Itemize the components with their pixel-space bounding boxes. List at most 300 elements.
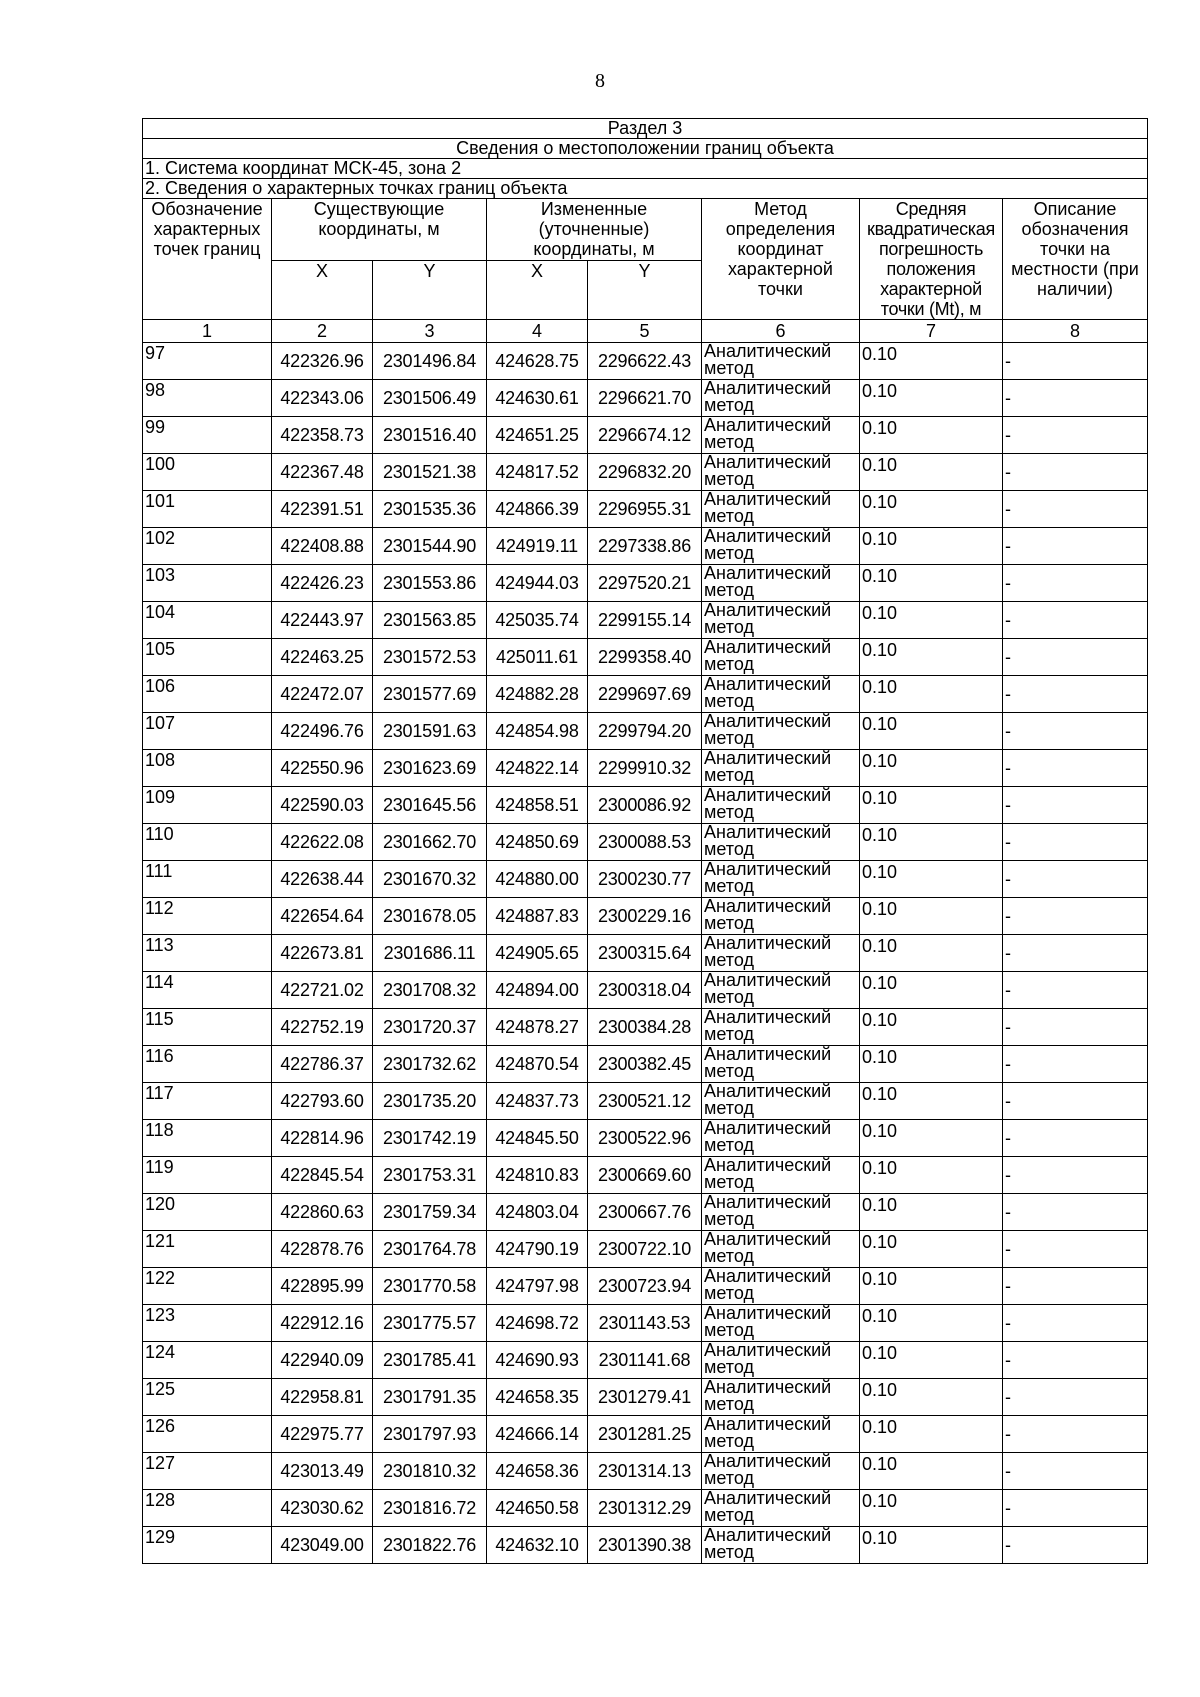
description-value: - xyxy=(1003,491,1148,528)
changed-y-value: 2300086.92 xyxy=(588,787,702,824)
point-number: 122 xyxy=(143,1268,272,1305)
description-value: - xyxy=(1003,1083,1148,1120)
table-row xyxy=(143,343,1148,380)
changed-y-value: 2299697.69 xyxy=(588,676,702,713)
changed-y-value: 2300088.53 xyxy=(588,824,702,861)
changed-y-value: 2301390.38 xyxy=(588,1527,702,1564)
existing-y-value: 2301591.63 xyxy=(373,713,487,750)
column-number: 5 xyxy=(588,320,702,343)
existing-x-value: 422550.96 xyxy=(272,750,373,787)
existing-y-value: 2301785.41 xyxy=(373,1342,487,1379)
description-value: - xyxy=(1003,454,1148,491)
column-number: 3 xyxy=(373,320,487,343)
existing-y-value: 2301797.93 xyxy=(373,1416,487,1453)
table-row xyxy=(143,713,1148,750)
error-value: 0.10 xyxy=(860,528,1003,565)
changed-x-value: 424919.11 xyxy=(487,528,588,565)
changed-x-value: 424666.14 xyxy=(487,1416,588,1453)
method-value: Аналитический метод xyxy=(702,454,860,491)
changed-x-value: 425011.61 xyxy=(487,639,588,676)
method-value: Аналитический метод xyxy=(702,1342,860,1379)
table-row xyxy=(143,454,1148,491)
existing-x-value: 422638.44 xyxy=(272,861,373,898)
point-number: 119 xyxy=(143,1157,272,1194)
changed-x-value: 424658.36 xyxy=(487,1453,588,1490)
changed-x-value: 424630.61 xyxy=(487,380,588,417)
existing-x-value: 422496.76 xyxy=(272,713,373,750)
description-value: - xyxy=(1003,787,1148,824)
changed-y-value: 2296955.31 xyxy=(588,491,702,528)
table-row xyxy=(143,1453,1148,1490)
existing-x-value: 422472.07 xyxy=(272,676,373,713)
existing-y-value: 2301735.20 xyxy=(373,1083,487,1120)
existing-y-value: 2301577.69 xyxy=(373,676,487,713)
description-value: - xyxy=(1003,898,1148,935)
error-value: 0.10 xyxy=(860,1453,1003,1490)
existing-x-value: 422343.06 xyxy=(272,380,373,417)
point-number: 100 xyxy=(143,454,272,491)
changed-x-value: 424632.10 xyxy=(487,1527,588,1564)
changed-y-value: 2301312.29 xyxy=(588,1490,702,1527)
existing-y-value: 2301708.32 xyxy=(373,972,487,1009)
point-number: 126 xyxy=(143,1416,272,1453)
table-row xyxy=(143,1120,1148,1157)
table-row xyxy=(143,861,1148,898)
existing-y-value: 2301770.58 xyxy=(373,1268,487,1305)
changed-x-value: 424797.98 xyxy=(487,1268,588,1305)
section-title-row xyxy=(143,119,1148,139)
changed-x-value: 424894.00 xyxy=(487,972,588,1009)
existing-x-value: 422426.23 xyxy=(272,565,373,602)
description-value: - xyxy=(1003,1490,1148,1527)
changed-x-value: 424880.00 xyxy=(487,861,588,898)
changed-y-value: 2296832.20 xyxy=(588,454,702,491)
existing-x-value: 422358.73 xyxy=(272,417,373,454)
existing-y-value: 2301670.32 xyxy=(373,861,487,898)
header-changed-x: X xyxy=(487,260,588,320)
column-number: 8 xyxy=(1003,320,1148,343)
changed-x-value: 424822.14 xyxy=(487,750,588,787)
point-number: 128 xyxy=(143,1490,272,1527)
existing-x-value: 422975.77 xyxy=(272,1416,373,1453)
method-value: Аналитический метод xyxy=(702,1453,860,1490)
method-value: Аналитический метод xyxy=(702,898,860,935)
method-value: Аналитический метод xyxy=(702,602,860,639)
existing-x-value: 423030.62 xyxy=(272,1490,373,1527)
changed-y-value: 2300521.12 xyxy=(588,1083,702,1120)
method-value: Аналитический метод xyxy=(702,676,860,713)
method-value: Аналитический метод xyxy=(702,417,860,454)
boundary-points-table xyxy=(142,118,1148,1564)
existing-x-value: 422786.37 xyxy=(272,1046,373,1083)
table-row xyxy=(143,1305,1148,1342)
error-value: 0.10 xyxy=(860,380,1003,417)
point-number: 110 xyxy=(143,824,272,861)
error-value: 0.10 xyxy=(860,824,1003,861)
point-number: 113 xyxy=(143,935,272,972)
header-existing: Существующие координаты, м xyxy=(272,199,487,261)
table-row xyxy=(143,1083,1148,1120)
existing-x-value: 422752.19 xyxy=(272,1009,373,1046)
changed-x-value: 424850.69 xyxy=(487,824,588,861)
error-value: 0.10 xyxy=(860,491,1003,528)
method-value: Аналитический метод xyxy=(702,1046,860,1083)
description-value: - xyxy=(1003,639,1148,676)
existing-y-value: 2301544.90 xyxy=(373,528,487,565)
method-value: Аналитический метод xyxy=(702,1490,860,1527)
description-value: - xyxy=(1003,972,1148,1009)
changed-x-value: 424803.04 xyxy=(487,1194,588,1231)
changed-x-value: 424870.54 xyxy=(487,1046,588,1083)
changed-x-value: 424658.35 xyxy=(487,1379,588,1416)
point-number: 102 xyxy=(143,528,272,565)
table-row xyxy=(143,528,1148,565)
section-subtitle-row xyxy=(143,139,1148,159)
changed-y-value: 2296621.70 xyxy=(588,380,702,417)
error-value: 0.10 xyxy=(860,1268,1003,1305)
changed-x-value: 424650.58 xyxy=(487,1490,588,1527)
existing-x-value: 422673.81 xyxy=(272,935,373,972)
changed-y-value: 2301281.25 xyxy=(588,1416,702,1453)
coord-system-row xyxy=(143,159,1148,179)
changed-x-value: 424810.83 xyxy=(487,1157,588,1194)
error-value: 0.10 xyxy=(860,1120,1003,1157)
existing-x-value: 422326.96 xyxy=(272,343,373,380)
point-number: 107 xyxy=(143,713,272,750)
description-value: - xyxy=(1003,1009,1148,1046)
method-value: Аналитический метод xyxy=(702,343,860,380)
error-value: 0.10 xyxy=(860,713,1003,750)
changed-x-value: 424854.98 xyxy=(487,713,588,750)
existing-y-value: 2301645.56 xyxy=(373,787,487,824)
table-row xyxy=(143,1342,1148,1379)
error-value: 0.10 xyxy=(860,1157,1003,1194)
description-value: - xyxy=(1003,935,1148,972)
changed-y-value: 2301143.53 xyxy=(588,1305,702,1342)
error-value: 0.10 xyxy=(860,1194,1003,1231)
table-row xyxy=(143,1379,1148,1416)
method-value: Аналитический метод xyxy=(702,380,860,417)
existing-y-value: 2301720.37 xyxy=(373,1009,487,1046)
page-number: 8 xyxy=(595,70,605,92)
changed-y-value: 2300230.77 xyxy=(588,861,702,898)
column-number: 7 xyxy=(860,320,1003,343)
table-row xyxy=(143,1194,1148,1231)
error-value: 0.10 xyxy=(860,454,1003,491)
description-value: - xyxy=(1003,861,1148,898)
coord-system: 1. Система координат МСК-45, зона 2 xyxy=(143,159,1148,179)
changed-y-value: 2300318.04 xyxy=(588,972,702,1009)
changed-x-value: 424698.72 xyxy=(487,1305,588,1342)
existing-y-value: 2301686.11 xyxy=(373,935,487,972)
error-value: 0.10 xyxy=(860,1046,1003,1083)
changed-x-value: 424905.65 xyxy=(487,935,588,972)
error-value: 0.10 xyxy=(860,1490,1003,1527)
table-row xyxy=(143,972,1148,1009)
method-value: Аналитический метод xyxy=(702,1379,860,1416)
method-value: Аналитический метод xyxy=(702,639,860,676)
changed-x-value: 424651.25 xyxy=(487,417,588,454)
existing-x-value: 422958.81 xyxy=(272,1379,373,1416)
method-value: Аналитический метод xyxy=(702,1305,860,1342)
existing-y-value: 2301553.86 xyxy=(373,565,487,602)
table-row xyxy=(143,787,1148,824)
error-value: 0.10 xyxy=(860,1379,1003,1416)
method-value: Аналитический метод xyxy=(702,1120,860,1157)
existing-x-value: 422443.97 xyxy=(272,602,373,639)
description-value: - xyxy=(1003,528,1148,565)
description-value: - xyxy=(1003,417,1148,454)
column-number: 6 xyxy=(702,320,860,343)
description-value: - xyxy=(1003,1416,1148,1453)
header-description: Описание обозначения точки на местности (при наличии) xyxy=(1003,199,1148,320)
error-value: 0.10 xyxy=(860,565,1003,602)
error-value: 0.10 xyxy=(860,787,1003,824)
changed-y-value: 2299794.20 xyxy=(588,713,702,750)
description-value: - xyxy=(1003,1305,1148,1342)
error-value: 0.10 xyxy=(860,1342,1003,1379)
description-value: - xyxy=(1003,1231,1148,1268)
changed-x-value: 424866.39 xyxy=(487,491,588,528)
table-row xyxy=(143,380,1148,417)
description-value: - xyxy=(1003,565,1148,602)
changed-x-value: 424690.93 xyxy=(487,1342,588,1379)
error-value: 0.10 xyxy=(860,935,1003,972)
changed-y-value: 2299358.40 xyxy=(588,639,702,676)
description-value: - xyxy=(1003,1268,1148,1305)
point-number: 109 xyxy=(143,787,272,824)
point-number: 121 xyxy=(143,1231,272,1268)
points-title-row xyxy=(143,179,1148,199)
point-number: 103 xyxy=(143,565,272,602)
table-row xyxy=(143,1009,1148,1046)
point-number: 111 xyxy=(143,861,272,898)
existing-x-value: 422895.99 xyxy=(272,1268,373,1305)
table-row xyxy=(143,565,1148,602)
method-value: Аналитический метод xyxy=(702,1009,860,1046)
existing-x-value: 422940.09 xyxy=(272,1342,373,1379)
changed-x-value: 424887.83 xyxy=(487,898,588,935)
existing-x-value: 422590.03 xyxy=(272,787,373,824)
method-value: Аналитический метод xyxy=(702,565,860,602)
error-value: 0.10 xyxy=(860,898,1003,935)
table-row xyxy=(143,676,1148,713)
error-value: 0.10 xyxy=(860,1527,1003,1564)
existing-y-value: 2301822.76 xyxy=(373,1527,487,1564)
table-row xyxy=(143,417,1148,454)
existing-y-value: 2301775.57 xyxy=(373,1305,487,1342)
point-number: 99 xyxy=(143,417,272,454)
changed-x-value: 424628.75 xyxy=(487,343,588,380)
error-value: 0.10 xyxy=(860,1231,1003,1268)
header-designation: Обозначение характерных точек границ xyxy=(143,199,272,320)
method-value: Аналитический метод xyxy=(702,935,860,972)
changed-x-value: 425035.74 xyxy=(487,602,588,639)
column-number: 1 xyxy=(143,320,272,343)
changed-x-value: 424878.27 xyxy=(487,1009,588,1046)
description-value: - xyxy=(1003,1157,1148,1194)
existing-y-value: 2301521.38 xyxy=(373,454,487,491)
point-number: 106 xyxy=(143,676,272,713)
changed-x-value: 424882.28 xyxy=(487,676,588,713)
existing-x-value: 422654.64 xyxy=(272,898,373,935)
description-value: - xyxy=(1003,1120,1148,1157)
error-value: 0.10 xyxy=(860,639,1003,676)
existing-x-value: 422878.76 xyxy=(272,1231,373,1268)
method-value: Аналитический метод xyxy=(702,750,860,787)
existing-y-value: 2301764.78 xyxy=(373,1231,487,1268)
method-value: Аналитический метод xyxy=(702,787,860,824)
point-number: 120 xyxy=(143,1194,272,1231)
changed-y-value: 2297338.86 xyxy=(588,528,702,565)
point-number: 125 xyxy=(143,1379,272,1416)
error-value: 0.10 xyxy=(860,1009,1003,1046)
existing-y-value: 2301753.31 xyxy=(373,1157,487,1194)
table-row xyxy=(143,1231,1148,1268)
point-number: 118 xyxy=(143,1120,272,1157)
description-value: - xyxy=(1003,1379,1148,1416)
method-value: Аналитический метод xyxy=(702,1083,860,1120)
description-value: - xyxy=(1003,1342,1148,1379)
changed-y-value: 2296674.12 xyxy=(588,417,702,454)
existing-x-value: 422463.25 xyxy=(272,639,373,676)
table-row xyxy=(143,491,1148,528)
point-number: 124 xyxy=(143,1342,272,1379)
header-row-1 xyxy=(143,199,1148,261)
changed-y-value: 2300669.60 xyxy=(588,1157,702,1194)
existing-x-value: 422622.08 xyxy=(272,824,373,861)
changed-x-value: 424944.03 xyxy=(487,565,588,602)
description-value: - xyxy=(1003,824,1148,861)
changed-y-value: 2301141.68 xyxy=(588,1342,702,1379)
error-value: 0.10 xyxy=(860,1305,1003,1342)
header-existing-x: X xyxy=(272,260,373,320)
changed-x-value: 424790.19 xyxy=(487,1231,588,1268)
description-value: - xyxy=(1003,750,1148,787)
changed-y-value: 2297520.21 xyxy=(588,565,702,602)
table-row xyxy=(143,602,1148,639)
description-value: - xyxy=(1003,713,1148,750)
table-row xyxy=(143,1046,1148,1083)
point-number: 105 xyxy=(143,639,272,676)
existing-y-value: 2301810.32 xyxy=(373,1453,487,1490)
existing-x-value: 422408.88 xyxy=(272,528,373,565)
existing-y-value: 2301572.53 xyxy=(373,639,487,676)
changed-x-value: 424858.51 xyxy=(487,787,588,824)
error-value: 0.10 xyxy=(860,1416,1003,1453)
existing-y-value: 2301506.49 xyxy=(373,380,487,417)
error-value: 0.10 xyxy=(860,972,1003,1009)
table-row xyxy=(143,1527,1148,1564)
method-value: Аналитический метод xyxy=(702,1527,860,1564)
existing-x-value: 422912.16 xyxy=(272,1305,373,1342)
table-row xyxy=(143,1416,1148,1453)
header-method: Метод определения координат характерной точки xyxy=(702,199,860,320)
changed-y-value: 2300723.94 xyxy=(588,1268,702,1305)
error-value: 0.10 xyxy=(860,343,1003,380)
method-value: Аналитический метод xyxy=(702,713,860,750)
points-title: 2. Сведения о характерных точках границ объекта xyxy=(143,179,1148,199)
changed-y-value: 2301314.13 xyxy=(588,1453,702,1490)
existing-y-value: 2301662.70 xyxy=(373,824,487,861)
table-row xyxy=(143,935,1148,972)
error-value: 0.10 xyxy=(860,750,1003,787)
column-numbers-row xyxy=(143,320,1148,343)
point-number: 129 xyxy=(143,1527,272,1564)
description-value: - xyxy=(1003,1194,1148,1231)
existing-y-value: 2301816.72 xyxy=(373,1490,487,1527)
method-value: Аналитический метод xyxy=(702,1157,860,1194)
header-existing-y: Y xyxy=(373,260,487,320)
error-value: 0.10 xyxy=(860,676,1003,713)
changed-x-value: 424845.50 xyxy=(487,1120,588,1157)
point-number: 104 xyxy=(143,602,272,639)
point-number: 123 xyxy=(143,1305,272,1342)
existing-y-value: 2301535.36 xyxy=(373,491,487,528)
existing-x-value: 423049.00 xyxy=(272,1527,373,1564)
point-number: 114 xyxy=(143,972,272,1009)
changed-y-value: 2299910.32 xyxy=(588,750,702,787)
existing-y-value: 2301678.05 xyxy=(373,898,487,935)
description-value: - xyxy=(1003,1453,1148,1490)
error-value: 0.10 xyxy=(860,861,1003,898)
existing-x-value: 422367.48 xyxy=(272,454,373,491)
point-number: 127 xyxy=(143,1453,272,1490)
point-number: 101 xyxy=(143,491,272,528)
table-row xyxy=(143,824,1148,861)
error-value: 0.10 xyxy=(860,602,1003,639)
table-row xyxy=(143,898,1148,935)
header-changed-y: Y xyxy=(588,260,702,320)
existing-x-value: 422793.60 xyxy=(272,1083,373,1120)
changed-y-value: 2300667.76 xyxy=(588,1194,702,1231)
table-row xyxy=(143,1268,1148,1305)
existing-y-value: 2301759.34 xyxy=(373,1194,487,1231)
column-number: 2 xyxy=(272,320,373,343)
column-number: 4 xyxy=(487,320,588,343)
point-number: 117 xyxy=(143,1083,272,1120)
method-value: Аналитический метод xyxy=(702,861,860,898)
point-number: 98 xyxy=(143,380,272,417)
existing-y-value: 2301563.85 xyxy=(373,602,487,639)
error-value: 0.10 xyxy=(860,417,1003,454)
existing-y-value: 2301496.84 xyxy=(373,343,487,380)
changed-y-value: 2300382.45 xyxy=(588,1046,702,1083)
changed-y-value: 2301279.41 xyxy=(588,1379,702,1416)
existing-x-value: 423013.49 xyxy=(272,1453,373,1490)
error-value: 0.10 xyxy=(860,1083,1003,1120)
method-value: Аналитический метод xyxy=(702,1416,860,1453)
description-value: - xyxy=(1003,1527,1148,1564)
method-value: Аналитический метод xyxy=(702,1194,860,1231)
changed-y-value: 2300384.28 xyxy=(588,1009,702,1046)
existing-y-value: 2301732.62 xyxy=(373,1046,487,1083)
description-value: - xyxy=(1003,1046,1148,1083)
table-row xyxy=(143,1157,1148,1194)
table-row xyxy=(143,639,1148,676)
description-value: - xyxy=(1003,676,1148,713)
method-value: Аналитический метод xyxy=(702,1231,860,1268)
point-number: 115 xyxy=(143,1009,272,1046)
method-value: Аналитический метод xyxy=(702,824,860,861)
existing-x-value: 422845.54 xyxy=(272,1157,373,1194)
existing-y-value: 2301623.69 xyxy=(373,750,487,787)
point-number: 108 xyxy=(143,750,272,787)
changed-x-value: 424817.52 xyxy=(487,454,588,491)
method-value: Аналитический метод xyxy=(702,972,860,1009)
description-value: - xyxy=(1003,380,1148,417)
existing-x-value: 422721.02 xyxy=(272,972,373,1009)
